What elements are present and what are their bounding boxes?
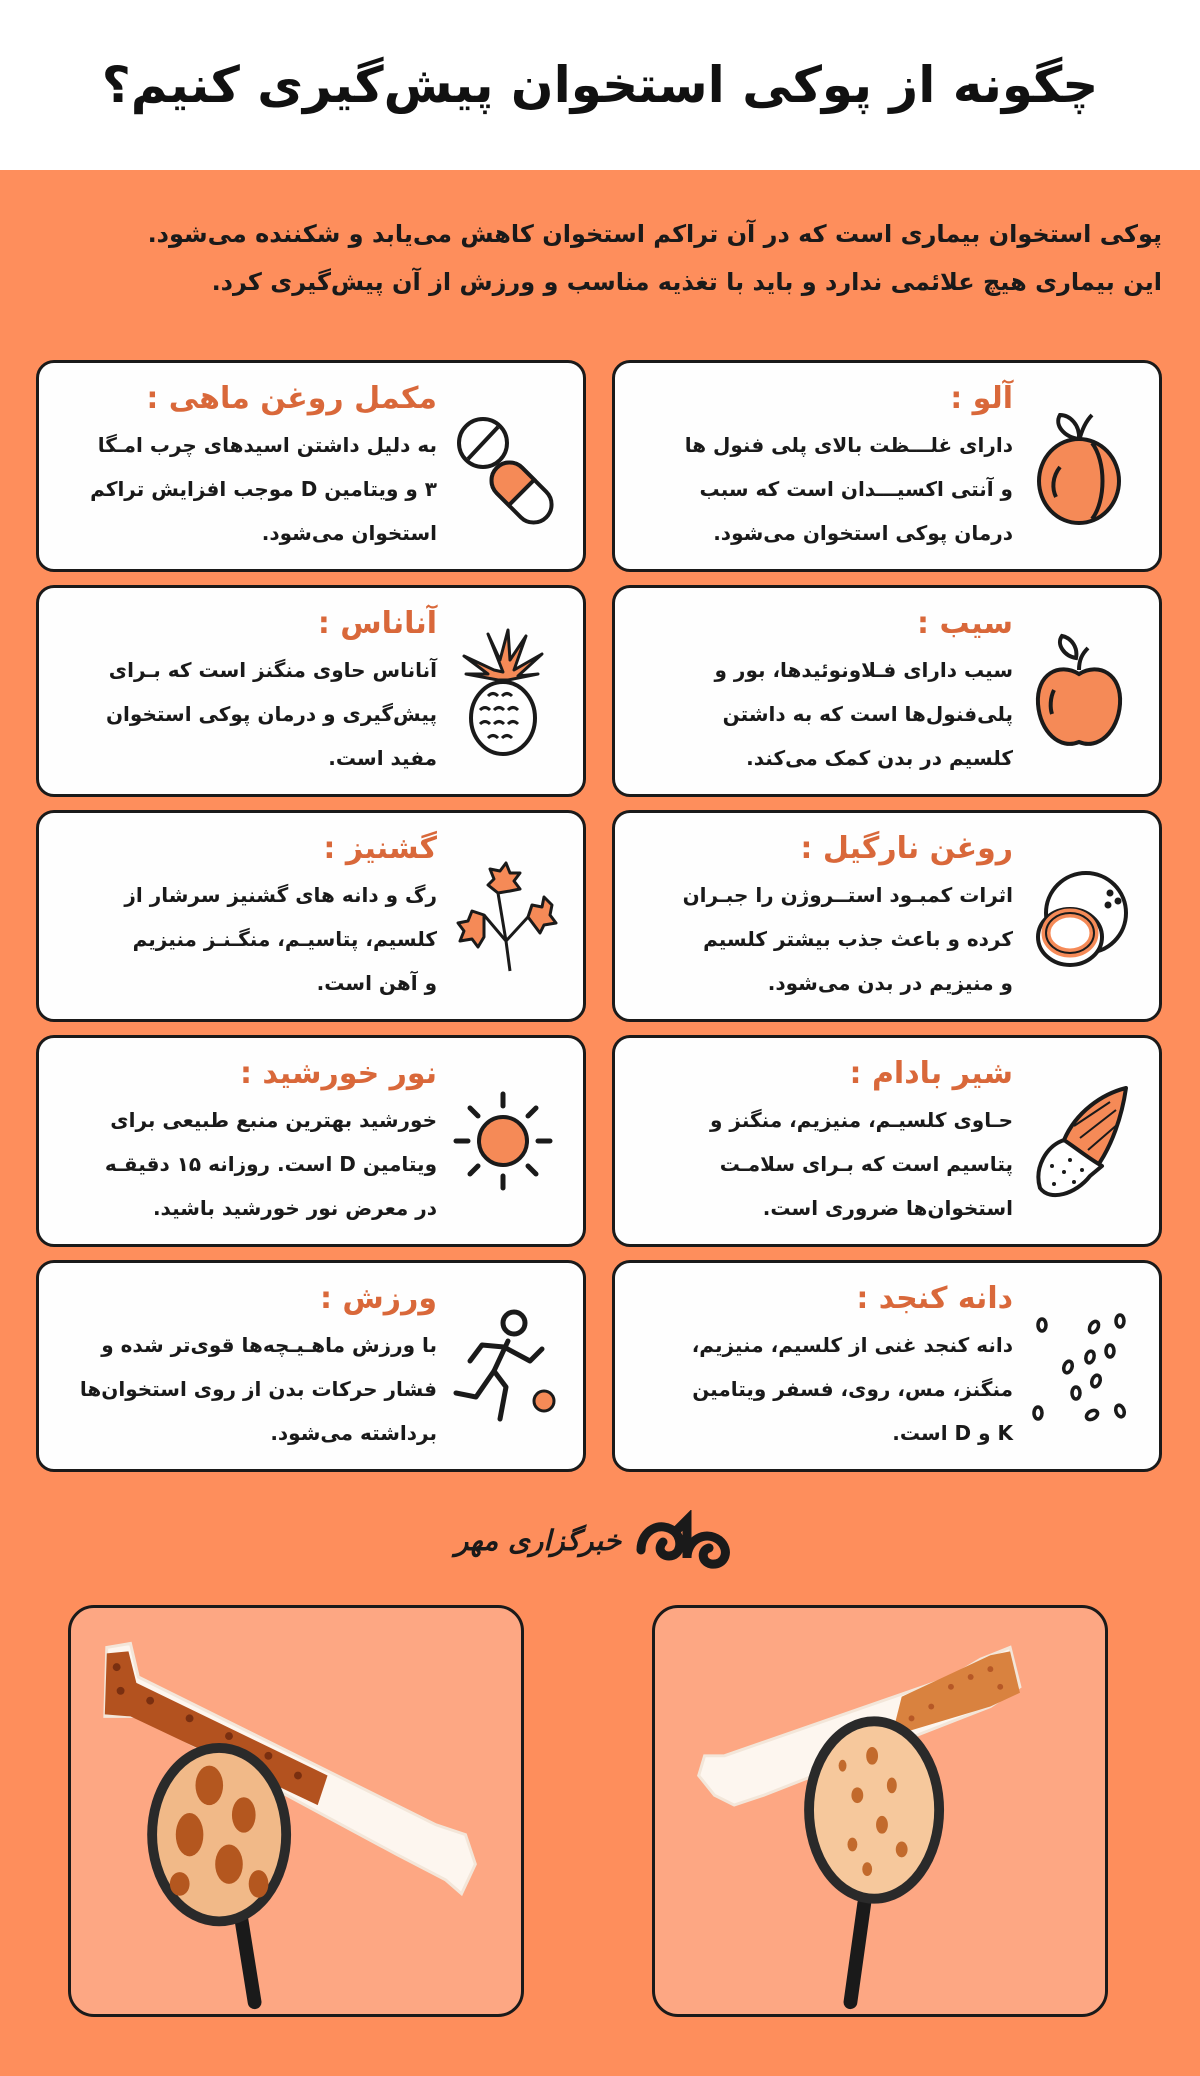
tip-title: آناناس :	[317, 606, 437, 641]
tip-title: دانه کنجد :	[856, 1281, 1013, 1316]
tip-line: دارای غلـــظت بالای پلی فنول ها	[684, 433, 1013, 457]
tip-description	[635, 1323, 1013, 1455]
tip-line: آناناس حاوی منگنز است که بـرای	[108, 658, 437, 682]
tip-title: شیر بادام :	[849, 1056, 1013, 1091]
tip-description	[59, 1323, 437, 1455]
tip-line: فشار حرکات بدن از روی استخوان‌ها	[79, 1377, 437, 1401]
tip-line: پیش‌گیری و درمان پوکی استخوان	[105, 702, 437, 726]
tip-line: با ورزش ماهـیـچه‌ها قوی‌تر شده و	[101, 1333, 437, 1357]
tip-line: درمان پوکی استخوان می‌شود.	[713, 521, 1013, 545]
tip-title: گشنیز :	[323, 831, 437, 866]
page-title: چگونه از پوکی استخوان پیش‌گیری کنیم؟	[101, 56, 1099, 114]
tip-line: و آنتی اکسیـــدان است که سبب	[699, 477, 1013, 501]
osteoporotic-bone-illustration	[68, 1605, 524, 2017]
tip-line: کلسیم در بدن کمک می‌کند.	[746, 746, 1013, 770]
tip-line: برداشته می‌شود.	[270, 1421, 437, 1445]
tip-line: استخوان‌ها ضروری است.	[762, 1196, 1013, 1220]
tip-title: ورزش :	[319, 1281, 437, 1316]
pill-capsule-icon	[443, 391, 563, 541]
tip-line: حـاوی کلسیـم، منیزیم، منگنز و	[710, 1108, 1013, 1132]
tip-card-coconut-oil	[612, 810, 1162, 1022]
tip-description	[59, 1098, 437, 1230]
tip-description	[59, 648, 437, 780]
tip-card-plum	[612, 360, 1162, 572]
bone-magnifier-icon	[71, 1608, 521, 2014]
tip-line: در معرض نور خورشید باشید.	[152, 1196, 437, 1220]
tip-card-fish-oil	[36, 360, 586, 572]
mehr-news-logo	[395, 1495, 795, 1585]
tip-description	[635, 873, 1013, 1005]
tip-card-pineapple	[36, 585, 586, 797]
sesame-seeds-icon	[1019, 1291, 1139, 1441]
tip-line: سیب دارای فـلاونوئیدها، بور و	[714, 658, 1013, 682]
tip-card-coriander	[36, 810, 586, 1022]
tip-line: منگنز، مس، روی، فسفر ویتامین	[692, 1377, 1013, 1401]
tip-line: و آهن است.	[316, 971, 437, 995]
tip-card-apple	[612, 585, 1162, 797]
tip-card-almond-milk	[612, 1035, 1162, 1247]
main-content	[0, 170, 1200, 2076]
tip-title: نور خورشید :	[239, 1056, 437, 1091]
tip-line: کرده و باعث جذب بیشتر کلسیم	[703, 927, 1013, 951]
almond-icon	[1019, 1066, 1139, 1216]
tip-line: استخوان می‌شود.	[261, 521, 437, 545]
tip-line: ویتامین D است. روزانه ۱۵ دقیقـه	[104, 1152, 437, 1176]
tip-title: سیب :	[917, 606, 1013, 641]
tip-description	[59, 423, 437, 555]
sun-icon	[443, 1066, 563, 1216]
coconut-icon	[1019, 841, 1139, 991]
tip-description	[635, 1098, 1013, 1230]
tip-line: ۳ و ویتامین D موجب افزایش تراکم	[90, 477, 437, 501]
header	[0, 0, 1200, 170]
bone-magnifier-icon	[655, 1608, 1105, 2014]
tip-line: به دلیل داشتن اسیدهای چرب امـگا	[97, 433, 437, 457]
coriander-leaf-icon	[443, 841, 563, 991]
intro-text	[32, 210, 1162, 306]
tip-line: K و D است.	[892, 1421, 1013, 1445]
tip-title: روغن نارگیل :	[800, 831, 1013, 866]
plum-icon	[1019, 391, 1139, 541]
apple-icon	[1019, 616, 1139, 766]
tip-title: آلو :	[950, 381, 1013, 416]
tip-description	[635, 423, 1013, 555]
tip-description	[59, 873, 437, 1005]
tip-card-exercise	[36, 1260, 586, 1472]
running-person-icon	[443, 1291, 563, 1441]
tip-line: اثرات کمبـود استــروژن را جبـران	[682, 883, 1013, 907]
tip-line: پلی‌فنول‌ها است که به داشتن	[722, 702, 1013, 726]
tip-line: و منیزیم در بدن می‌شود.	[767, 971, 1013, 995]
mehr-logo-mark-icon	[635, 1510, 735, 1570]
tip-card-sesame	[612, 1260, 1162, 1472]
tip-description	[635, 648, 1013, 780]
tip-line: رگ و دانه های گشنیز سرشار از	[124, 883, 437, 907]
intro-line-1: پوکی استخوان بیماری است که در آن تراکم استخوان کاهش می‌یابد و شکننده می‌شود.	[147, 220, 1162, 248]
tip-line: کلسیم، پتاسیـم، منگـنـز منیزیم	[132, 927, 437, 951]
tip-line: مفید است.	[328, 746, 437, 770]
tip-line: دانه کنجد غنی از کلسیم، منیزیم،	[691, 1333, 1013, 1357]
tip-card-sunlight	[36, 1035, 586, 1247]
tips-grid	[30, 360, 1162, 1472]
pineapple-icon	[443, 616, 563, 766]
tip-line: خورشید بهترین منبع طبیعی برای	[110, 1108, 437, 1132]
tip-title: مکمل روغن ماهی :	[146, 381, 437, 416]
logo-text: خبرگزاری مهر	[454, 1523, 622, 1557]
intro-line-2: این بیماری هیچ علائمی ندارد و باید با تغذیه مناسب و ورزش از آن پیش‌گیری کرد.	[211, 268, 1162, 296]
tip-line: پتاسیم است که بـرای سلامـت	[719, 1152, 1013, 1176]
healthy-bone-illustration	[652, 1605, 1108, 2017]
